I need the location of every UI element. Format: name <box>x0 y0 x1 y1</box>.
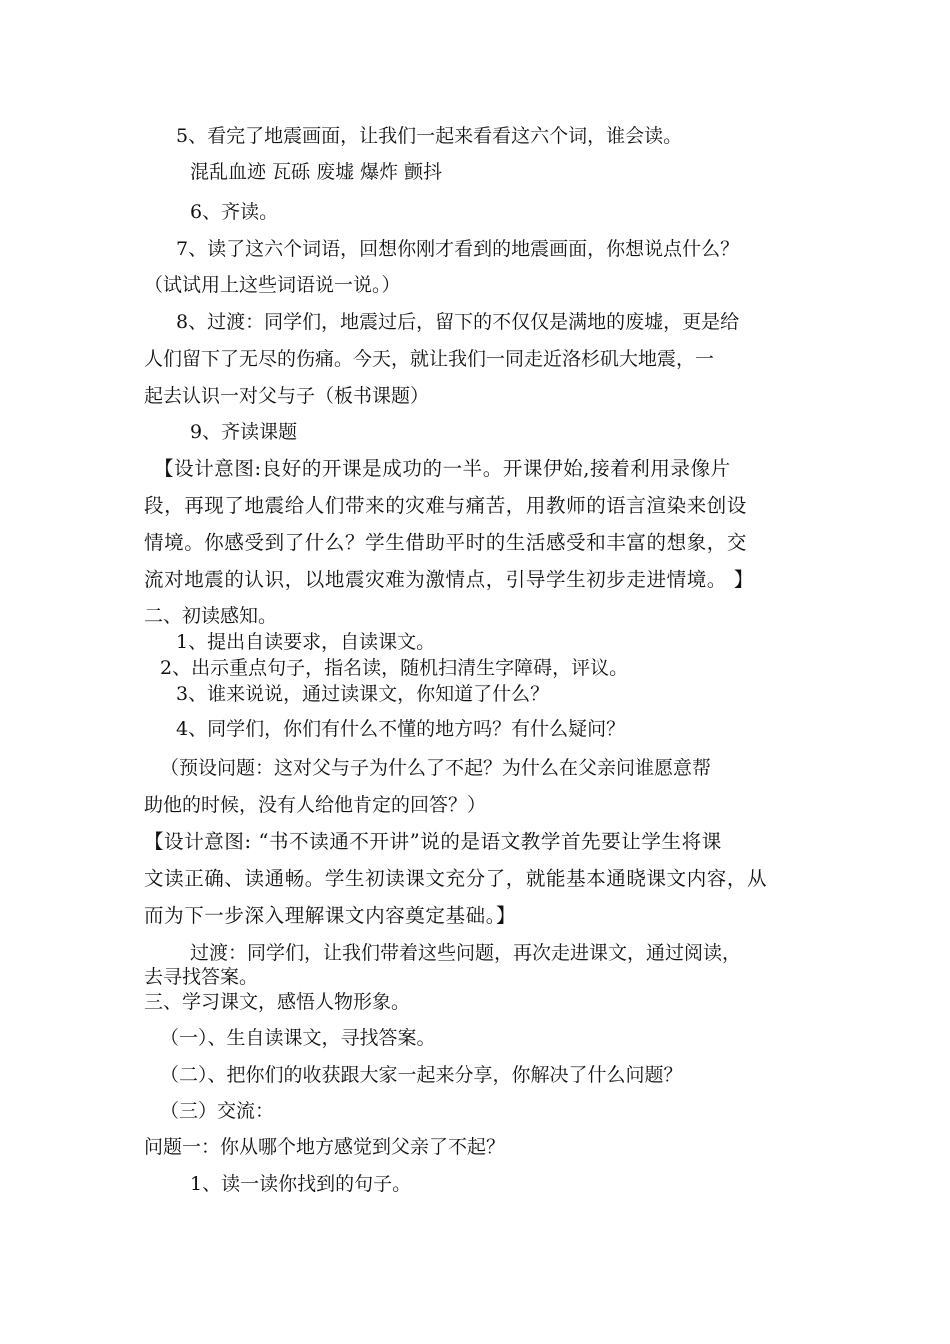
step-9-line: 9、齐读课题 <box>190 421 298 443</box>
section-3-heading: 三、学习课文，感悟人物形象。 <box>144 991 411 1013</box>
step-6-line: 6、齐读。 <box>190 201 279 223</box>
section-2-item-4: 4、同学们，你们有什么不懂的地方吗？有什么疑问？ <box>176 718 626 740</box>
step-8-line-1: 8、过渡：同学们，地震过后，留下的不仅仅是满地的废墟，更是给 <box>176 311 740 333</box>
transition-line-2: 去寻找答案。 <box>144 966 259 988</box>
section-3-item-1: （一）、生自读课文，寻找答案。 <box>160 1027 436 1049</box>
design-intent-2-line-2: 文读正确、读通畅。学生初读课文充分了，就能基本通晓课文内容，从 <box>144 867 768 890</box>
design-intent-2-line-1: 【设计意图: “书不读通不开讲”说的是语文教学首先要让学生将课 <box>144 830 722 853</box>
step-8-line-3: 起去认识一对父与子（板书课题） <box>144 385 430 407</box>
step-7-line: 7、读了这六个词语，回想你刚才看到的地震画面，你想说点什么？ <box>176 238 740 260</box>
question-one: 问题一：你从哪个地方感觉到父亲了不起？ <box>144 1136 506 1158</box>
design-intent-1-line-2: 段，再现了地震给人们带来的灾难与痛苦，用教师的语言渲染来创设 <box>144 494 748 517</box>
section-2-item-2: 2、出示重点句子，指名读，随机扫清生字障碍，评议。 <box>160 657 629 679</box>
question-one-item-1: 1、读一读你找到的句子。 <box>190 1173 412 1195</box>
design-intent-1-line-1: 【设计意图:良好的开课是成功的一半。开课伊始,接着利用录像片 <box>154 457 731 480</box>
preset-question-line-2: 助他的时候，没有人给他肯定的回答？） <box>144 794 487 816</box>
section-2-item-3: 3、谁来说说，通过读课文，你知道了什么？ <box>176 683 550 705</box>
section-2-heading: 二、初读感知。 <box>144 605 278 627</box>
design-intent-1-line-3: 情境。你感受到了什么？学生借助平时的生活感受和丰富的想象，交 <box>144 531 748 554</box>
section-2-item-1: 1、提出自读要求，自读课文。 <box>176 631 436 653</box>
step-8-line-2: 人们留下了无尽的伤痛。今天，就让我们一同走近洛杉矶大地震，一 <box>144 348 715 370</box>
word-list: 混乱血迹 瓦砾 废墟 爆炸 颤抖 <box>190 161 443 183</box>
preset-question-line-1: （预设问题：这对父与子为什么了不起？为什么在父亲问谁愿意帮 <box>160 757 712 779</box>
step-7-note: （试试用上这些词语说一说。） <box>144 274 401 296</box>
section-3-item-2: （二）、把你们的收获跟大家一起来分享，你解决了什么问题？ <box>160 1064 683 1086</box>
section-3-item-3: （三）交流： <box>160 1100 275 1122</box>
design-intent-2-line-3: 而为下一步深入理解课文内容奠定基础。】 <box>144 904 517 927</box>
transition-line-1: 过渡：同学们，让我们带着这些问题，再次走进课文，通过阅读， <box>190 942 742 964</box>
step-5-line: 5、看完了地震画面，让我们一起来看看这六个词，谁会读。 <box>176 125 683 147</box>
design-intent-1-line-4: 流对地震的认识，以地震灾难为激情点，引导学生初步走进情境。 】 <box>144 568 754 591</box>
